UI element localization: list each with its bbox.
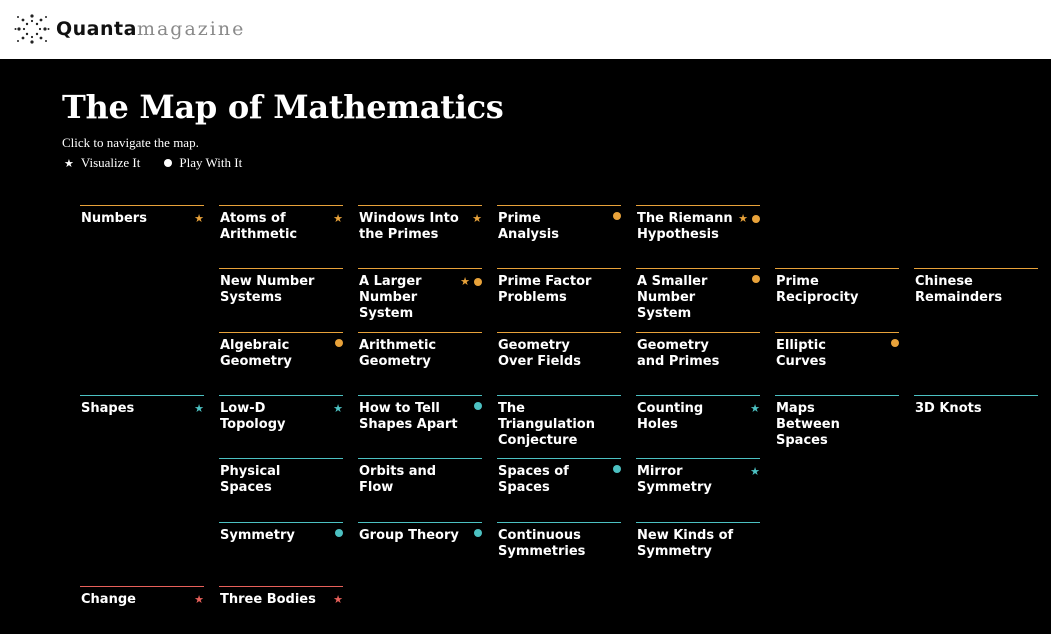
node-label: Symmetry xyxy=(220,528,295,543)
map-node-elliptic-curves[interactable] xyxy=(775,332,899,390)
node-label: How to Tell Shapes Apart xyxy=(359,401,458,432)
node-label: The Riemann Hypothesis xyxy=(637,211,733,242)
star-icon: ★ xyxy=(194,594,204,606)
dot-icon xyxy=(613,465,621,473)
dot-icon xyxy=(164,159,172,167)
map-node-low-d-topology[interactable] xyxy=(219,395,343,453)
star-icon: ★ xyxy=(738,213,748,225)
dot-icon xyxy=(335,339,343,347)
node-label: Continuous Symmetries xyxy=(498,528,586,559)
map-node-smaller-number-system[interactable] xyxy=(636,268,760,326)
node-label: Group Theory xyxy=(359,528,459,543)
page-title: The Map of Mathematics xyxy=(62,88,504,126)
map-node-three-bodies[interactable] xyxy=(219,586,343,634)
map-node-symmetry[interactable] xyxy=(219,522,343,580)
node-label: Arithmetic Geometry xyxy=(359,338,437,369)
map-node-new-kinds-of-symmetry[interactable] xyxy=(636,522,760,580)
node-label: Maps Between Spaces xyxy=(776,401,840,448)
dot-icon xyxy=(613,212,621,220)
site-header xyxy=(0,0,1051,59)
node-label: Shapes xyxy=(81,401,135,416)
node-label: Physical Spaces xyxy=(220,464,281,495)
quanta-logo[interactable] xyxy=(14,12,245,46)
map-node-arithmetic-geometry[interactable] xyxy=(358,332,482,390)
node-label: Spaces of Spaces xyxy=(498,464,569,495)
map-node-new-number-systems[interactable] xyxy=(219,268,343,326)
map-node-tell-shapes-apart[interactable] xyxy=(358,395,482,453)
dot-icon xyxy=(752,275,760,283)
node-label: Geometry and Primes xyxy=(637,338,720,369)
node-label: Atoms of Arithmetic xyxy=(220,211,298,242)
node-label: Change xyxy=(81,592,136,607)
node-label: 3D Knots xyxy=(915,401,982,416)
brand-suffix: magazine xyxy=(136,18,246,40)
node-label: Numbers xyxy=(81,211,147,226)
node-label: A Smaller Number System xyxy=(637,274,708,321)
quanta-starburst-icon xyxy=(14,12,50,46)
map-legend xyxy=(64,155,266,171)
map-node-atoms-of-arithmetic[interactable] xyxy=(219,205,343,263)
map-node-group-theory[interactable] xyxy=(358,522,482,580)
star-icon: ★ xyxy=(750,403,760,415)
legend-visualize xyxy=(64,155,140,171)
node-label: Algebraic Geometry xyxy=(220,338,292,369)
star-icon: ★ xyxy=(333,213,343,225)
map-node-larger-number-system[interactable] xyxy=(358,268,482,326)
map-node-mirror-symmetry[interactable] xyxy=(636,458,760,516)
map-node-3d-knots[interactable] xyxy=(914,395,1038,453)
star-icon: ★ xyxy=(460,276,470,288)
star-icon: ★ xyxy=(194,213,204,225)
map-node-maps-between-spaces[interactable] xyxy=(775,395,899,453)
star-icon: ★ xyxy=(333,403,343,415)
map-node-geometry-over-fields[interactable] xyxy=(497,332,621,390)
brand-name: Quanta xyxy=(56,18,137,40)
map-node-algebraic-geometry[interactable] xyxy=(219,332,343,390)
map-instruction: Click to navigate the map. xyxy=(62,135,199,150)
node-label: Three Bodies xyxy=(220,592,316,607)
dot-icon xyxy=(752,215,760,223)
dot-icon xyxy=(474,278,482,286)
star-icon: ★ xyxy=(472,213,482,225)
map-node-riemann-hypothesis[interactable] xyxy=(636,205,760,263)
star-icon: ★ xyxy=(333,594,343,606)
node-label: Geometry Over Fields xyxy=(498,338,581,369)
node-label: New Kinds of Symmetry xyxy=(637,528,734,559)
star-icon: ★ xyxy=(194,403,204,415)
map-node-change[interactable] xyxy=(80,586,204,634)
map-node-geometry-and-primes[interactable] xyxy=(636,332,760,390)
map-node-shapes[interactable] xyxy=(80,395,204,453)
map-node-counting-holes[interactable] xyxy=(636,395,760,453)
star-icon: ★ xyxy=(64,157,74,170)
node-label: Chinese Remainders xyxy=(915,274,1003,305)
node-label: The Triangulation Conjecture xyxy=(498,401,595,448)
node-label: New Number Systems xyxy=(220,274,315,305)
map-node-windows-into-the-primes[interactable] xyxy=(358,205,482,263)
map-node-chinese-remainders[interactable] xyxy=(914,268,1038,326)
dot-icon xyxy=(335,529,343,537)
star-icon: ★ xyxy=(750,466,760,478)
legend-play-label: Play With It xyxy=(179,155,243,170)
node-label: Elliptic Curves xyxy=(776,338,827,369)
map-node-prime-factor-problems[interactable] xyxy=(497,268,621,326)
map-node-prime-analysis[interactable] xyxy=(497,205,621,263)
map-node-physical-spaces[interactable] xyxy=(219,458,343,516)
map-node-spaces-of-spaces[interactable] xyxy=(497,458,621,516)
node-label: Prime Factor Problems xyxy=(498,274,592,305)
node-label: Low-D Topology xyxy=(220,401,286,432)
dot-icon xyxy=(891,339,899,347)
node-label: Windows Into the Primes xyxy=(359,211,459,242)
map-node-numbers[interactable] xyxy=(80,205,204,263)
map-node-orbits-and-flow[interactable] xyxy=(358,458,482,516)
node-label: A Larger Number System xyxy=(359,274,422,321)
map-node-prime-reciprocity[interactable] xyxy=(775,268,899,326)
dot-icon xyxy=(474,529,482,537)
node-label: Counting Holes xyxy=(637,401,704,432)
dot-icon xyxy=(474,402,482,410)
legend-visualize-label: Visualize It xyxy=(80,155,141,170)
node-label: Orbits and Flow xyxy=(359,464,437,495)
node-label: Mirror Symmetry xyxy=(637,464,712,495)
map-node-continuous-symmetries[interactable] xyxy=(497,522,621,580)
map-node-triangulation-conjecture[interactable] xyxy=(497,395,621,453)
node-label: Prime Reciprocity xyxy=(776,274,859,305)
legend-play xyxy=(164,155,242,171)
node-label: Prime Analysis xyxy=(498,211,559,242)
